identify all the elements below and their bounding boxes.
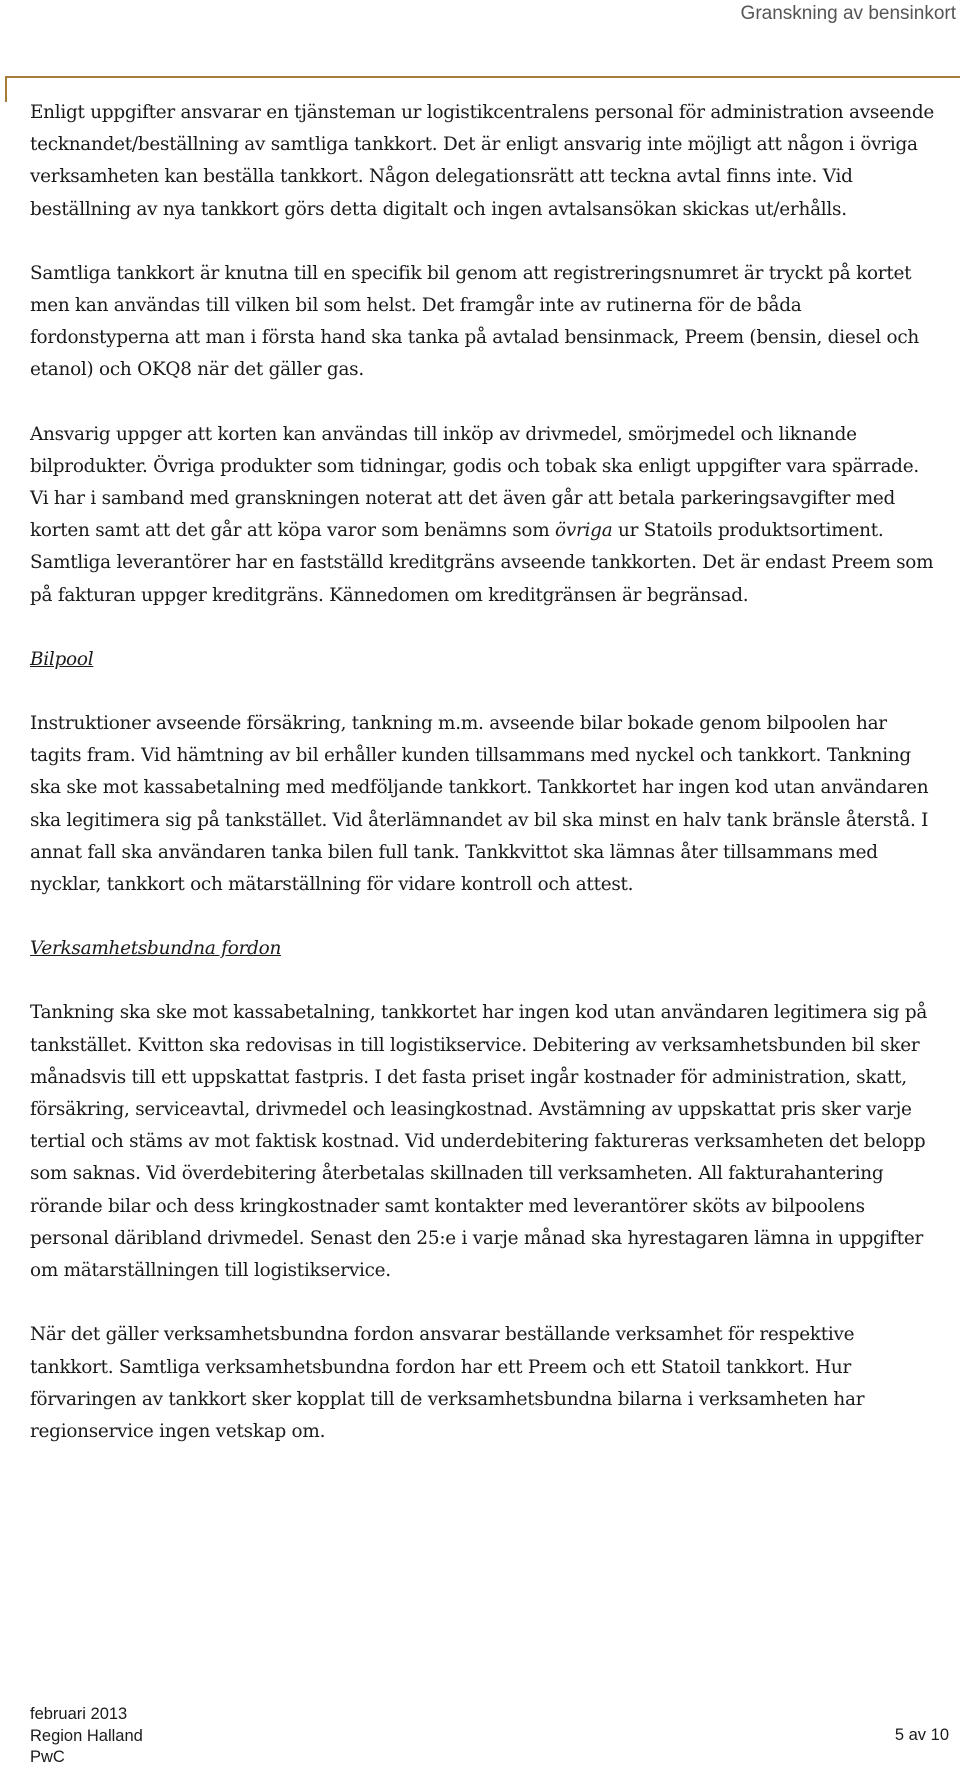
paragraph-inkop-kreditgrans <box>30 419 942 612</box>
page-number: 5 av 10 <box>894 1726 949 1744</box>
paragraph-verksamhetsbundna-tankning: Tankning ska ske mot kassabetalning, tankkortet har ingen kod utan användaren legitimera sig på tankstället. Kvitton ska redovisas in till logistikservice. Debitering av verksamhetsbunden bil sker månadsvis till ett uppskattat fastpris. I det fasta priset ingår kostnader för administration, skatt, försäkring, serviceavtal, drivmedel och leasingkostnad. Avstämning av uppskattat pris sker varje tertial och stäms av mot faktisk kostnad. Vid underdebitering faktureras verksamheten det belopp som saknas. Vid överdebitering återbetalas skillnaden till verksamheten. All fakturahantering rörande bilar och dess kringkostnader samt kontakter med leverantörer sköts av bilpoolens personal däribland drivmedel. Senast den 25:e i varje månad ska hyrestagaren lämna in uppgifter om mätarställningen till logistikservice. <box>30 1002 928 1282</box>
section-heading-bilpool: Bilpool <box>30 648 94 670</box>
paragraph-text: Ansvarig uppger att korten kan användas till inköp av drivmedel, smörjmedel och liknande bilprodukter. Övriga produkter som tidningar, godis och tobak ska enligt uppgifter vara spärrade. Vi har i samband med granskningen noterat att det även går att betala parkeringsavgifter med korten samt att det går att köpa varor som benämns som <box>30 423 919 542</box>
paragraph-text: ur Statoils produktsortiment. Samtliga leverantörer har en fastställd kreditgräns avseende tankkorten. Det är endast Preem som på fakturan uppger kreditgräns. Kännedomen om kreditgränsen är begränsad. <box>30 520 934 606</box>
footer-date: februari 2013 <box>30 1705 128 1723</box>
emphasis-ovriga: övriga <box>555 520 613 542</box>
paragraph-verksamhetsbundna-ansvar: När det gäller verksamhetsbundna fordon ansvarar beställande verksamhet för respektive tankkort. Samtliga verksamhetsbundna fordon har ett Preem och ett Statoil tankkort. Hur förvaringen av tankkort sker kopplat till de verksamhetsbundna bilarna i verksamheten har regionservice ingen vetskap om. <box>30 1324 865 1442</box>
paragraph-bilpool: Instruktioner avseende försäkring, tankning m.m. avseende bilar bokade genom bilpoolen har tagits fram. Vid hämtning av bil erhåller kunden tillsammans med nyckel och tankkort. Tankning ska ske mot kassabetalning med medföljande tankkort. Tankkortet har ingen kod utan användaren ska legitimera sig på tankstället. Vid återlämnandet av bil ska minst en halv tank bränsle återstå. I annat fall ska användaren tanka bilen full tank. Tankkvittot ska lämnas åter tillsammans med nycklar, tankkort och mätarställning för vidare kontroll och attest. <box>30 713 929 896</box>
section-heading-verksamhetsbundna-fordon: Verksamhetsbundna fordon <box>30 938 282 960</box>
footer-organization: Region Halland <box>30 1726 143 1745</box>
page-header-title: Granskning av bensinkort <box>740 3 956 24</box>
paragraph-administration: Enligt uppgifter ansvarar en tjänsteman ur logistikcentralens personal för administration avseende tecknandet/beställning av samtliga tankkort. Det är enligt ansvarig inte möjligt att någon i övriga verksamheten kan beställa tankkort. Någon delegationsrätt att teckna avtal finns inte. Vid beställning av nya tankkort görs detta digitalt och ingen avtalsansökan skickas ut/erhålls. <box>30 102 935 220</box>
paragraph-tankkort-registrering: Samtliga tankkort är knutna till en specifik bil genom att registreringsnumret är tryckt på kortet men kan användas till vilken bil som helst. Det framgår inte av rutinerna för de båda fordonstyperna att man i första hand ska tanka på avtalad bensinmack, Preem (bensin, diesel och etanol) och OKQ8 när det gäller gas. <box>30 262 919 381</box>
header-rule <box>5 76 960 78</box>
footer-company: PwC <box>30 1748 65 1766</box>
page-footer <box>30 1704 143 1769</box>
document-body <box>30 97 942 1480</box>
